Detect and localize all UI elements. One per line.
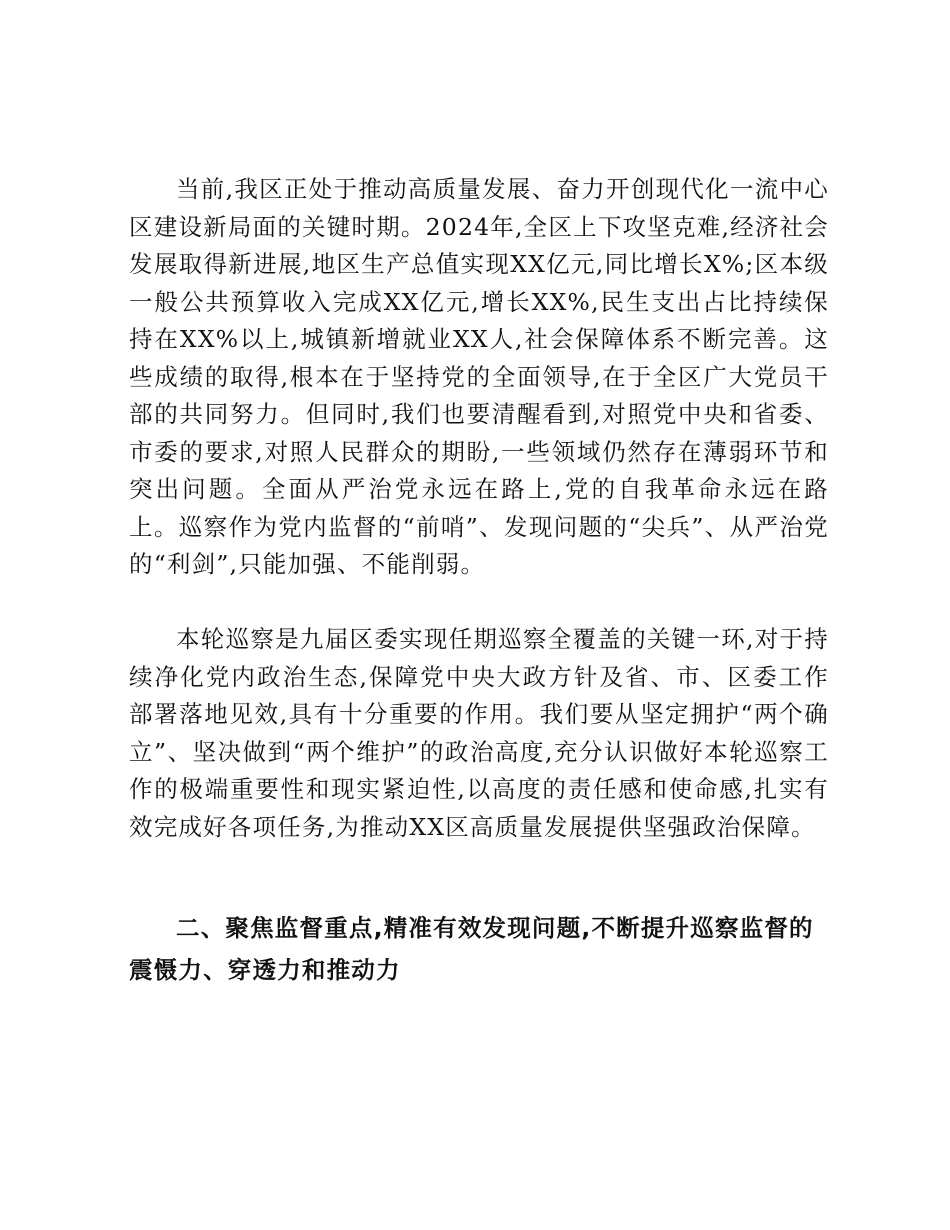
section-heading: 二、聚焦监督重点,精准有效发现问题,不断提升巡察监督的震慑力、穿透力和推动力 bbox=[129, 914, 814, 984]
body-paragraph-2: 本轮巡察是九届区委实现任期巡察全覆盖的关键一环,对于持续净化党内政治生态,保障党中央大政方针及省、市、区委工作部署落地见效,具有十分重要的作用。我们要从坚定拥护“两个确立”、坚决做到“两个维护”的政治高度,充分认识做好本轮巡察工作的极端重要性和现实紧迫性,以高度的责任感和使命感,扎实有效完成好各项任务,为推动XX区高质量发展提供坚强政治保障。 bbox=[129, 625, 829, 841]
body-paragraph-1: 当前,我区正处于推动高质量发展、奋力开创现代化一流中心区建设新局面的关键时期。2024年,全区上下攻坚克难,经济社会发展取得新进展,地区生产总值实现XX亿元,同比增长X%;区本级一般公共预算收入完成XX亿元,增长XX%,民生支出占比持续保持在XX%以上,城镇新增就业XX人,社会保障体系不断完善。这些成绩的取得,根本在于坚持党的全面领导,在于全区广大党员干部的共同努力。但同时,我们也要清醒看到,对照党中央和省委、市委的要求,对照人民群众的期盼,一些领域仍然存在薄弱环节和突出问题。全面从严治党永远在路上,党的自我革命永远在路上。巡察作为党内监督的“前哨”、发现问题的“尖兵”、从严治党的“利剑”,只能加强、不能削弱。 bbox=[129, 175, 829, 578]
